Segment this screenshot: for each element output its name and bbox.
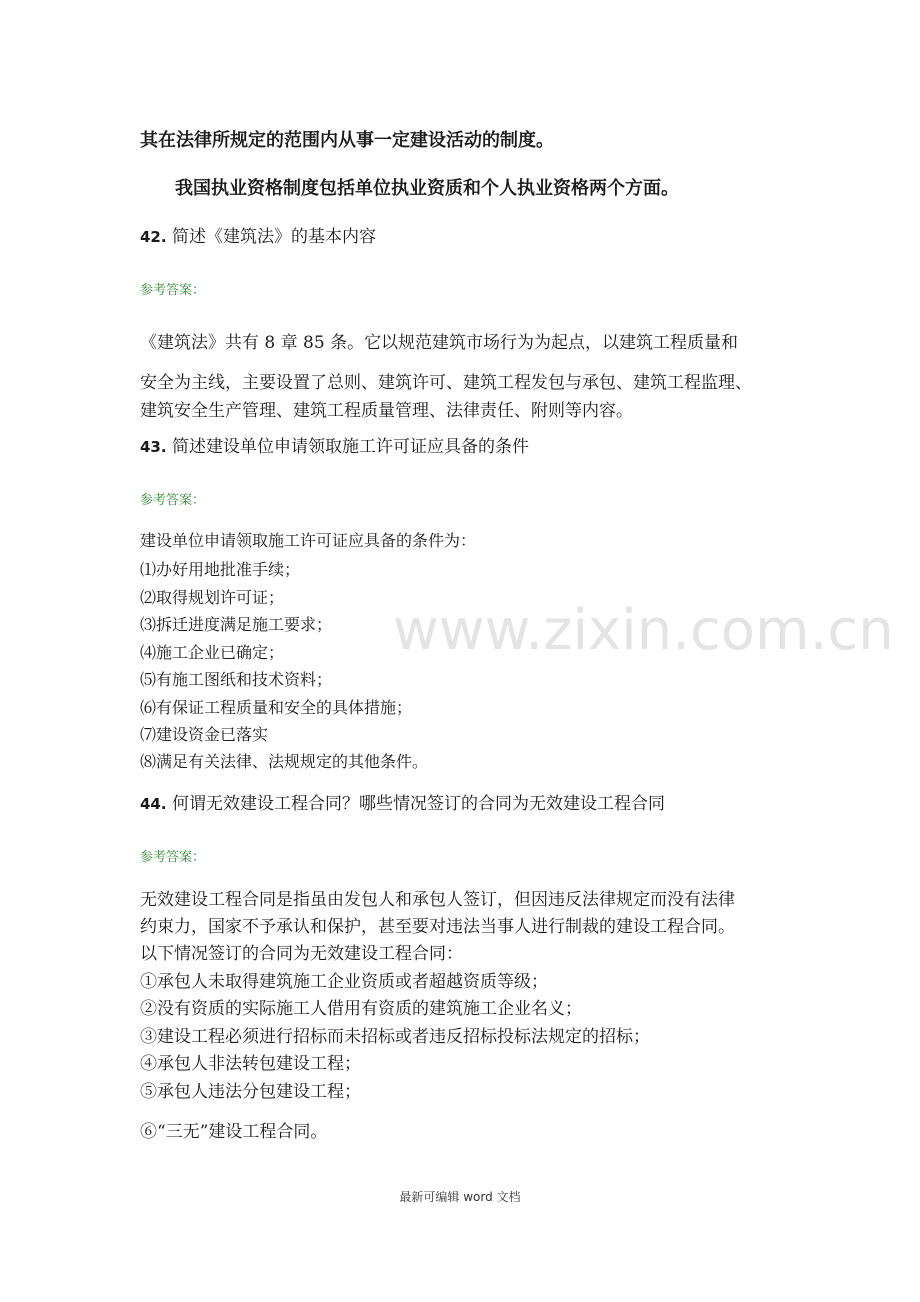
answer-label-44: 参考答案： bbox=[140, 850, 206, 865]
answer-43-line-9: ⑻满足有关法律、法规规定的其他条件。 bbox=[140, 752, 429, 771]
question-number: 44. bbox=[140, 795, 167, 813]
answer-44-line-6: ③建设工程必须进行招标而未招标或者违反招标投标法规定的招标； bbox=[140, 1027, 650, 1047]
answer-44-line-8: ⑤承包人违法分包建设工程； bbox=[140, 1082, 361, 1102]
answer-43-line-7: ⑹有保证工程质量和安全的具体措施； bbox=[140, 698, 413, 717]
question-title: 简述建设单位申请领取施工许可证应具备的条件 bbox=[171, 437, 529, 457]
answer-42-line-1: 《建筑法》共有 8 章 85 条。它以规范建筑市场行为为起点，以建筑工程质量和 bbox=[140, 333, 739, 353]
question-title: 简述《建筑法》的基本内容 bbox=[171, 227, 376, 247]
answer-label-43: 参考答案： bbox=[140, 493, 206, 508]
question-title: 何谓无效建设工程合同？哪些情况签订的合同为无效建设工程合同 bbox=[171, 794, 665, 814]
answer-43-line-1: 建设单位申请领取施工许可证应具备的条件为： bbox=[140, 531, 477, 550]
answer-43-line-2: ⑴办好用地批准手续； bbox=[140, 560, 301, 579]
question-44 bbox=[140, 789, 665, 814]
question-number: 43. bbox=[140, 438, 167, 456]
intro-line-2: 我国执业资格制度包括单位执业资质和个人执业资格两个方面。 bbox=[175, 178, 679, 199]
question-number: 42. bbox=[140, 228, 167, 246]
answer-44-line-9: ⑥“三无”建设工程合同。 bbox=[140, 1122, 328, 1142]
intro-line-1: 其在法律所规定的范围内从事一定建设活动的制度。 bbox=[140, 130, 554, 151]
answer-43-line-3: ⑵取得规划许可证； bbox=[140, 588, 285, 607]
answer-44-line-2: 约束力，国家不予承认和保护，甚至要对违法当事人进行制裁的建设工程合同。 bbox=[140, 917, 735, 937]
page-footer: 最新可编辑 word 文档 bbox=[399, 1190, 521, 1204]
question-42 bbox=[140, 222, 376, 247]
answer-43-line-4: ⑶拆迁进度满足施工要求； bbox=[140, 615, 333, 634]
answer-44-line-5: ②没有资质的实际施工人借用有资质的建筑施工企业名义； bbox=[140, 999, 582, 1019]
answer-44-line-7: ④承包人非法转包建设工程； bbox=[140, 1054, 361, 1074]
question-43 bbox=[140, 432, 529, 457]
answer-44-line-3: 以下情况签订的合同为无效建设工程合同： bbox=[140, 944, 463, 964]
answer-42-line-2: 安全为主线，主要设置了总则、建筑许可、建筑工程发包与承包、建筑工程监理、 bbox=[140, 373, 752, 393]
watermark: www.zixin.com.cn bbox=[393, 598, 894, 663]
answer-44-line-4: ①承包人未取得建筑施工企业资质或者超越资质等级； bbox=[140, 972, 548, 992]
answer-43-line-8: ⑺建设资金已落实 bbox=[140, 725, 269, 744]
answer-43-line-6: ⑸有施工图纸和技术资料； bbox=[140, 670, 333, 689]
answer-42-line-3: 建筑安全生产管理、建筑工程质量管理、法律责任、附则等内容。 bbox=[140, 401, 633, 421]
answer-43-line-5: ⑷施工企业已确定； bbox=[140, 643, 285, 662]
answer-label-42: 参考答案： bbox=[140, 283, 206, 298]
answer-44-line-1: 无效建设工程合同是指虽由发包人和承包人签订，但因违反法律规定而没有法律 bbox=[140, 890, 735, 910]
